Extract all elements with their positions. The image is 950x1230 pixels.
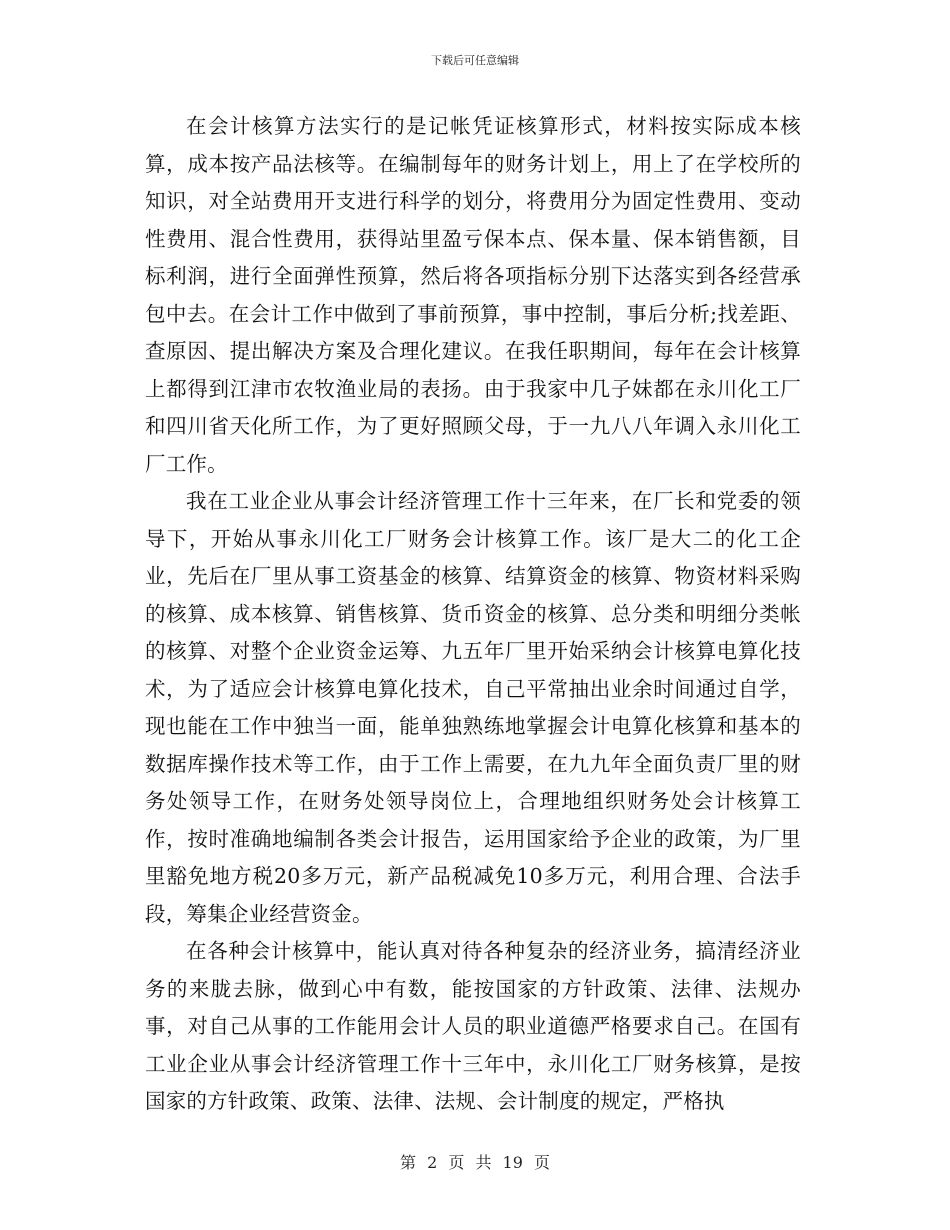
paragraph-1: 在会计核算方法实行的是记帐凭证核算形式，材料按实际成本核算，成本按产品法核等。在编制每年的财务计划上，用上了在学校所的知识，对全站费用开支进行科学的划分，将费用分为固定性费用、变动性费用、混合性费用，获得站里盈亏保本点、保本量、保本销售额，目标利润，进行全面弹性预算，然后将各项指标分别下达落实到各经营承包中去。在会计工作中做到了事前预算，事中控制，事后分析;找差距、查原因、提出解决方案及合理化建议。在我任职期间，每年在会计核算上都得到江津市农牧渔业局的表扬。由于我家中几子妹都在永川化工厂和四川省天化所工作，为了更好照顾父母，于一九八八年调入永川化工厂工作。: [145, 114, 801, 476]
body-text: [145, 108, 801, 1121]
page-footer: 第 2 页 共 19 页: [400, 1153, 550, 1172]
page-header: 下载后可任意编辑: [431, 54, 519, 67]
paragraph-3: 在各种会计核算中，能认真对待各种复杂的经济业务，搞清经济业务的来胧去脉，做到心中有数，能按国家的方针政策、法律、法规办事，对自己从事的工作能用会计人员的职业道德严格要求自己。在国有工业企业从事会计经济管理工作十三年中，永川化工厂财务核算，是按国家的方针政策、政策、法律、法规、会计制度的规定，严格执: [145, 939, 801, 1113]
paragraph-2: 我在工业企业从事会计经济管理工作十三年来，在厂长和党委的领导下，开始从事永川化工厂财务会计核算工作。该厂是大二的化工企业，先后在厂里从事工资基金的核算、结算资金的核算、物资材料采购的核算、成本核算、销售核算、货币资金的核算、总分类和明细分类帐的核算、对整个企业资金运筹、九五年厂里开始采纳会计核算电算化技术，为了适应会计核算电算化技术，自己平常抽出业余时间通过自学，现也能在工作中独当一面，能单独熟练地掌握会计电算化核算和基本的数据库操作技术等工作，由于工作上需要，在九九年全面负责厂里的财务处领导工作，在财务处领导岗位上，合理地组织财务处会计核算工作，按时准确地编制各类会计报告，运用国家给予企业的政策，为厂里里豁免地方税20多万元，新产品税减免10多万元，利用合理、合法手段，筹集企业经营资金。: [145, 489, 801, 926]
